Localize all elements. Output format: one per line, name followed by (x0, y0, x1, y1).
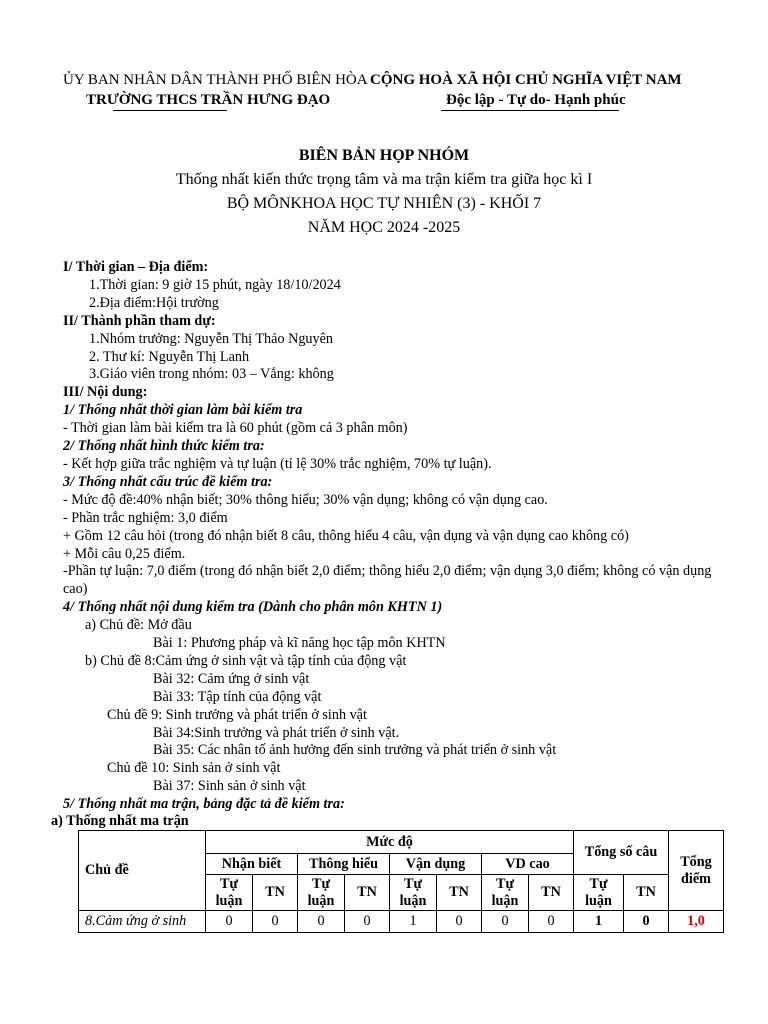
lesson-1: Bài 1: Phương pháp và kĩ năng học tập môn KHTN (153, 635, 446, 652)
item1-text: - Thời gian làm bài kiểm tra là 60 phút (gồm cả 3 phân môn) (63, 420, 408, 437)
school-name: TRƯỜNG THCS TRẦN HƯNG ĐẠO (86, 92, 331, 108)
cell-value: 0 (253, 911, 298, 933)
cell-value: 0 (529, 911, 574, 933)
lesson-32: Bài 32: Cảm ứng ở sinh vật (153, 670, 310, 687)
cell-value: 0 (345, 911, 390, 933)
header-understanding: Thông hiểu (298, 854, 390, 875)
sub-essay: Tự luận (206, 875, 253, 911)
secretary: 2. Thư kí: Nguyễn Thị Lanh (89, 348, 250, 365)
topic-b: b) Chủ đề 8:Cảm ứng ở sinh vật và tập tính của động vật (85, 652, 407, 669)
item2-heading: 2/ Thống nhất hình thức kiểm tra: (63, 438, 265, 455)
teachers-count: 3.Giáo viên trong nhóm: 03 – Vắng: không (89, 366, 334, 383)
item3-mc-points: + Mỗi câu 0,25 điểm. (63, 545, 186, 562)
row-total-points: 1,0 (669, 911, 724, 933)
sub-mc: TN (253, 875, 298, 911)
country-motto: Độc lập - Tự do- Hạnh phúc (446, 92, 626, 108)
subject-line: BỘ MÔNKHOA HỌC TỰ NHIÊN (3) - KHỐI 7 (226, 195, 542, 212)
item1-heading: 1/ Thống nhất thời gian làm bài kiểm tra (63, 402, 303, 419)
header-total-points: Tổng điểm (669, 831, 724, 911)
topic-a: a) Chủ đề: Mở đầu (85, 617, 192, 634)
section-content-heading: III/ Nội dung: (63, 384, 148, 401)
header-high-application: VD cao (482, 854, 574, 875)
group-leader: 1.Nhóm trưởng: Nguyễn Thị Thảo Nguyên (89, 330, 334, 347)
row-topic: 8.Cảm ứng ở sinh (79, 911, 206, 933)
item3-mc: - Phần trắc nghiệm: 3,0 điểm (63, 509, 228, 526)
header-application: Vận dụng (390, 854, 482, 875)
sub-total-essay: Tự luận (574, 875, 624, 911)
cell-value: 0 (298, 911, 345, 933)
section-participants-heading: II/ Thành phần tham dự: (63, 312, 216, 329)
sub-total-mc: TN (624, 875, 669, 911)
school-name-underline (113, 110, 227, 111)
meeting-place: 2.Địa điểm:Hội trường (89, 294, 219, 311)
item2-text: - Kết hợp giữa trắc nghiệm và tự luận (tỉ lệ 30% trắc nghiệm, 70% tự luận). (63, 455, 492, 472)
cell-value: 0 (206, 911, 253, 933)
item3-essay: -Phần tự luận: 7,0 điểm (trong đó nhận biết 2,0 điểm; thông hiểu 2,0 điểm; vận dụng 3,0 điểm; không có vận dụng cao) (63, 563, 712, 598)
matrix-heading: a) Thống nhất ma trận (51, 813, 189, 829)
topic-9: Chủ đề 9: Sinh trưởng và phát triển ở sinh vật (107, 706, 367, 723)
page-title: BIÊN BẢN HỌP NHÓM (298, 147, 470, 164)
sub-mc: TN (529, 875, 574, 911)
item3-levels: - Mức độ đề:40% nhận biết; 30% thông hiểu; 30% vận dụng; không có vận dụng cao. (63, 491, 548, 508)
lesson-37: Bài 37: Sinh sản ở sinh vật (153, 778, 306, 795)
header-level: Mức độ (206, 831, 574, 854)
subtitle-line: Thống nhất kiến thức trọng tâm và ma trận kiểm tra giữa học kì I (175, 171, 593, 188)
sub-essay: Tự luận (482, 875, 529, 911)
item5-heading: 5/ Thống nhất ma trận, bảng đặc tả đề kiểm tra: (63, 796, 345, 813)
country-name: CỘNG HOÀ XÃ HỘI CHỦ NGHĨA VIỆT NAM (370, 72, 682, 88)
header-recognition: Nhận biết (206, 854, 298, 875)
topic-10: Chủ đề 10: Sinh sản ở sinh vật (107, 760, 281, 777)
minutes-body (63, 259, 713, 814)
lesson-33: Bài 33: Tập tính của động vật (153, 688, 322, 705)
cell-value: 1 (390, 911, 437, 933)
item3-mc-detail: + Gồm 12 câu hỏi (trong đó nhận biết 8 câu, thông hiểu 4 câu, vận dụng và vận dụng cao không có) (63, 527, 629, 544)
section-time-place-heading: I/ Thời gian – Địa điểm: (63, 259, 209, 275)
header-topic: Chủ đề (79, 831, 206, 911)
motto-underline (441, 110, 619, 111)
sub-mc: TN (345, 875, 390, 911)
sub-essay: Tự luận (390, 875, 437, 911)
matrix-table (78, 830, 724, 933)
item4-heading: 4/ Thống nhất nội dung kiểm tra (Dành cho phân môn KHTN 1) (63, 599, 443, 616)
item3-heading: 3/ Thống nhất cấu trúc đề kiểm tra: (63, 473, 273, 490)
school-year-line: NĂM HỌC 2024 -2025 (307, 219, 461, 236)
header-total-questions: Tổng số câu (574, 831, 669, 875)
cell-value: 0 (482, 911, 529, 933)
authority-name: ỦY BAN NHÂN DÂN THÀNH PHỐ BIÊN HÒA (63, 72, 368, 88)
row-total-mc: 0 (624, 911, 669, 933)
table-row (79, 911, 724, 933)
lesson-34: Bài 34:Sinh trưởng và phát triển ở sinh vật. (153, 724, 400, 741)
sub-essay: Tự luận (298, 875, 345, 911)
cell-value: 0 (437, 911, 482, 933)
sub-mc: TN (437, 875, 482, 911)
row-total-essay: 1 (574, 911, 624, 933)
lesson-35: Bài 35: Các nhân tố ảnh hưởng đến sinh trưởng và phát triển ở sinh vật (153, 742, 557, 759)
meeting-time: 1.Thời gian: 9 giờ 15 phút, ngày 18/10/2024 (89, 276, 341, 293)
